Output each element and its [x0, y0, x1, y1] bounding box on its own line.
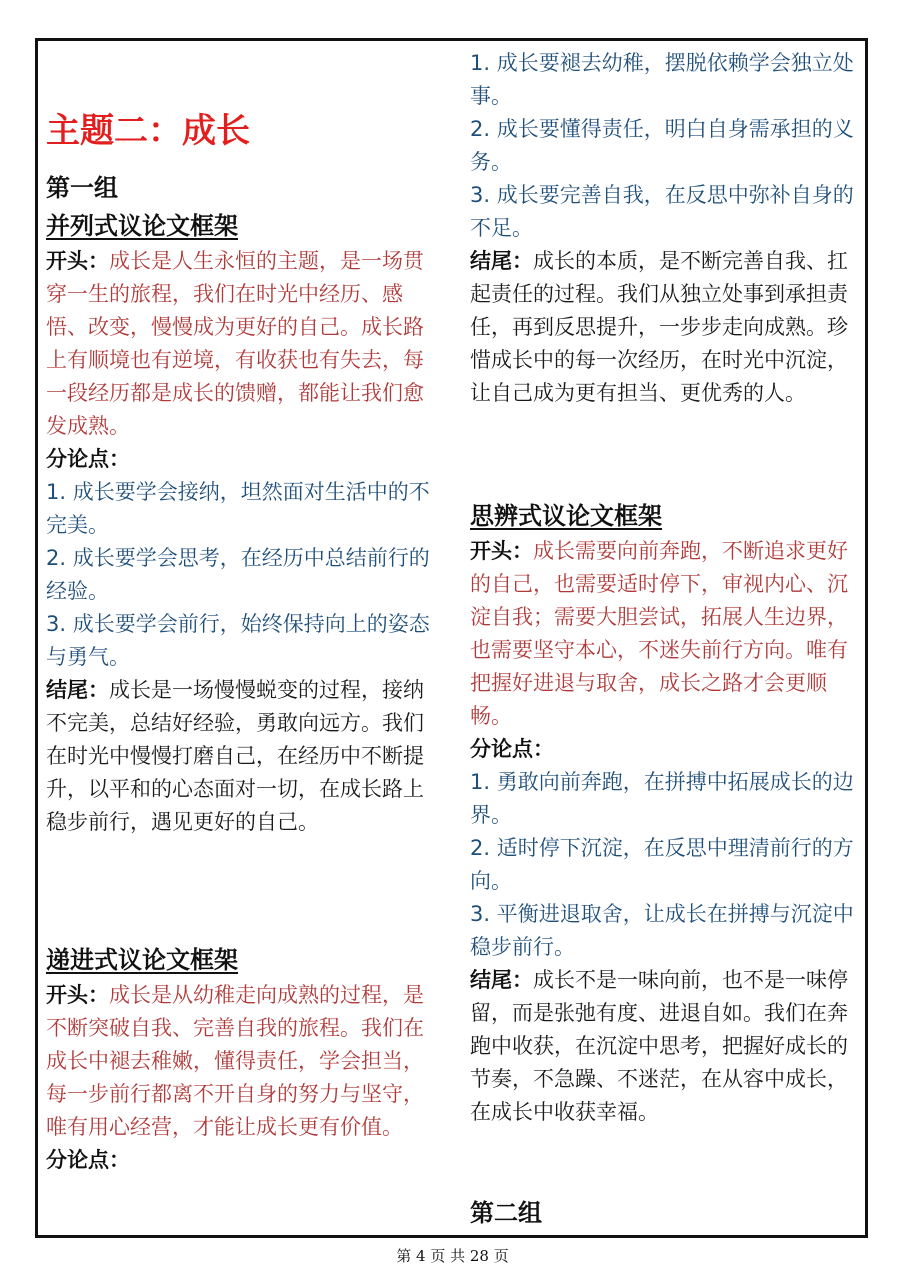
ending-label: 结尾： — [46, 678, 109, 702]
ending-label: 结尾： — [470, 249, 533, 273]
opening-text: 成长需要向前奔跑，不断追求更好的自己，也需要适时停下，审视内心、沉淀自我；需要大胆尝试，拓展人生边界，也需要坚守本心，不迷失前行方向。唯有把握好进退与取舍，成长之路才会更顺畅。 — [470, 539, 848, 728]
point-item: 3. 成长要完善自我，在反思中弥补自身的不足。 — [470, 183, 854, 240]
progressive-points — [470, 47, 865, 245]
points-label: 分论点： — [46, 447, 130, 471]
point-item: 1. 成长要褪去幼稚，摆脱依赖学会独立处事。 — [470, 51, 854, 108]
theme-title: 主题二：成长 — [46, 111, 250, 151]
parallel-points — [46, 476, 441, 674]
point-item: 2. 适时停下沉淀，在反思中理清前行的方向。 — [470, 836, 854, 893]
group1-block — [46, 171, 441, 839]
ending-text: 成长是一场慢慢蜕变的过程，接纳不完美，总结好经验，勇敢向远方。我们在时光中慢慢打磨自己，在经历中不断提升，以平和的心态面对一切，在成长路上稳步前行，遇见更好的自己。 — [46, 678, 424, 834]
point-item: 2. 成长要学会思考，在经历中总结前行的经验。 — [46, 546, 430, 603]
progressive-continued — [470, 47, 865, 410]
group2-title: 第二组 — [470, 1199, 542, 1227]
page-footer: 第 4 页 共 28 页 — [396, 1247, 509, 1265]
point-item: 2. 成长要懂得责任，明白自身需承担的义务。 — [470, 117, 854, 174]
progressive-frame-title: 递进式议论文框架 — [46, 946, 238, 974]
opening-label: 开头： — [46, 249, 109, 273]
group2-block — [470, 1196, 865, 1230]
opening-label: 开头： — [46, 983, 109, 1007]
progressive-block — [46, 943, 441, 1177]
ending-label: 结尾： — [470, 968, 533, 992]
point-item: 1. 勇敢向前奔跑，在拼搏中拓展成长的边界。 — [470, 770, 854, 827]
progressive-opening — [46, 979, 441, 1144]
dialectic-frame-title: 思辨式议论文框架 — [470, 502, 662, 530]
parallel-ending — [46, 674, 441, 839]
opening-text: 成长是人生永恒的主题，是一场贯穿一生的旅程，我们在时光中经历、感悟、改变，慢慢成为更好的自己。成长路上有顺境也有逆境，有收获也有失去，每一段经历都是成长的馈赠，都能让我们愈发成熟。 — [46, 249, 424, 438]
points-label: 分论点： — [46, 1148, 130, 1172]
dialectic-ending — [470, 964, 865, 1129]
progressive-ending — [470, 245, 865, 410]
dialectic-block — [470, 499, 865, 1129]
opening-text: 成长是从幼稚走向成熟的过程，是不断突破自我、完善自我的旅程。我们在成长中褪去稚嫩，懂得责任，学会担当，每一步前行都离不开自身的努力与坚守，唯有用心经营，才能让成长更有价值。 — [46, 983, 424, 1139]
parallel-frame-title: 并列式议论文框架 — [46, 212, 238, 240]
point-item: 3. 成长要学会前行，始终保持向上的姿态与勇气。 — [46, 612, 430, 669]
group1-title: 第一组 — [46, 174, 118, 202]
ending-text: 成长不是一味向前，也不是一味停留，而是张弛有度、进退自如。我们在奔跑中收获，在沉淀中思考，把握好成长的节奏，不急躁、不迷茫，在从容中成长，在成长中收获幸福。 — [470, 968, 848, 1124]
points-label: 分论点： — [470, 737, 554, 761]
opening-label: 开头： — [470, 539, 533, 563]
parallel-opening — [46, 245, 441, 443]
point-item: 1. 成长要学会接纳，坦然面对生活中的不完美。 — [46, 480, 430, 537]
dialectic-points — [470, 766, 865, 964]
point-item: 3. 平衡进退取舍，让成长在拼搏与沉淀中稳步前行。 — [470, 902, 854, 959]
page-frame — [35, 38, 868, 1238]
ending-text: 成长的本质，是不断完善自我、扛起责任的过程。我们从独立处事到承担责任，再到反思提升，一步步走向成熟。珍惜成长中的每一次经历，在时光中沉淀，让自己成为更有担当、更优秀的人。 — [470, 249, 848, 405]
dialectic-opening — [470, 535, 865, 733]
